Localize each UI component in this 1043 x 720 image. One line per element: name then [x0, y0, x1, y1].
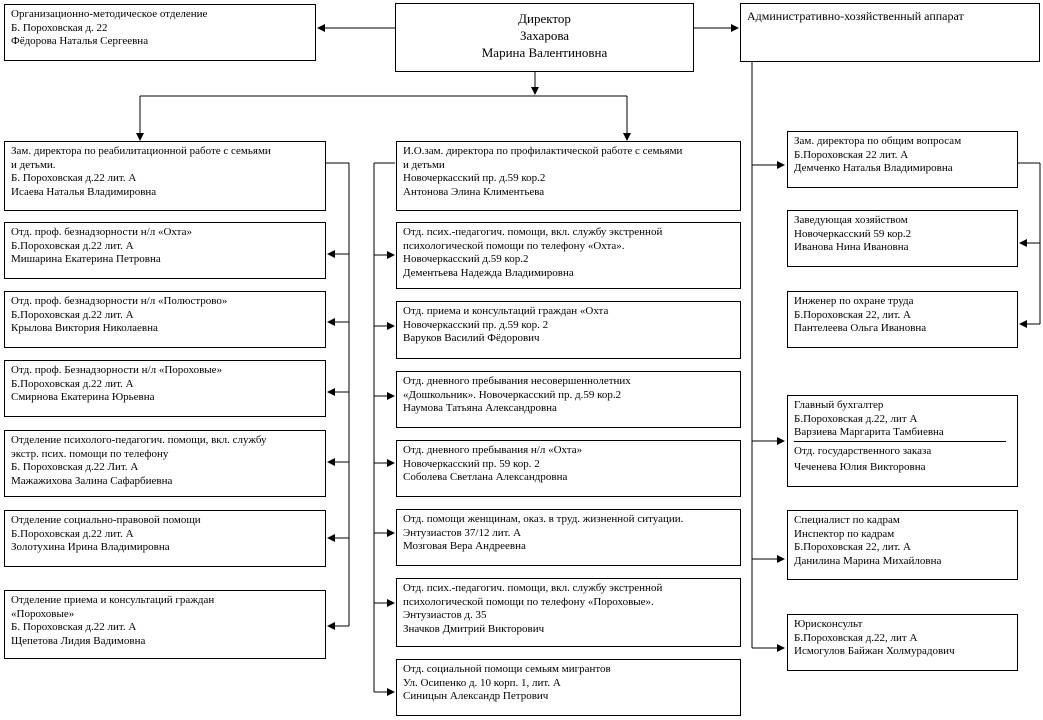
director-title: Директор [518, 11, 571, 26]
box-line: Мажажихова Залина Сафарбиевна [11, 474, 173, 487]
box-line: Юрисконсульт [794, 618, 863, 630]
box-line: Специалист по кадрам [794, 514, 900, 526]
left-unit-okhta [4, 222, 326, 279]
box-line: «Дошкольник». Новочеркасский пр. д.59 кор.2 [403, 388, 622, 401]
box-line: Б.Пороховская д.22 лит. А [11, 239, 134, 252]
right-unit-safety-engineer [787, 291, 1018, 348]
left-unit-reception [4, 590, 326, 659]
box-line: Б.Пороховская 22, лит. А [794, 308, 911, 321]
box-line: Отд. псих.-педагогич. помощи, вкл. службу экстренной [403, 226, 663, 238]
box-line: Новочеркасский пр. д.59 кор. 2 [403, 318, 549, 331]
box-line: Отд. проф. Безнадзорности н/л «Пороховые» [11, 364, 223, 376]
center-unit-psych-porokhovye [396, 578, 741, 647]
box-line: «Пороховые» [11, 607, 75, 620]
box-line: Энтузиастов 37/12 лит. А [403, 526, 522, 539]
right-unit-accounting [787, 395, 1018, 487]
box-line: Б. Пороховская д.22 Лит. А [11, 461, 139, 473]
box-line: Мишарина Екатерина Петровна [11, 253, 161, 265]
box-line: Новочеркасский д.59 кор.2 [403, 253, 529, 265]
box-line: Варуков Василий Фёдорович [403, 332, 540, 344]
box-line: Энтузиастов д. 35 [403, 609, 487, 621]
left-unit-polyustrovo [4, 291, 326, 348]
box-line: Мозговая Вера Андреевна [403, 540, 526, 552]
box-line: Главный бухгалтер [794, 399, 884, 411]
box-line: Б.Пороховская д.22 лит. А [11, 527, 134, 540]
box-line: Иванова Нина Ивановна [794, 241, 909, 253]
box-line: Исаева Наталья Владимировна [11, 185, 157, 198]
box-line: Значков Дмитрий Викторович [403, 622, 545, 635]
box-line: Отделение социально-правовой помощи [11, 514, 201, 526]
box-line: Варзиева Маргарита Тамбиевна [794, 426, 944, 438]
box-line: Отд. дневного пребывания н/л «Охта» [403, 444, 583, 456]
center-unit-day-okhta [396, 440, 741, 497]
box-line: Наумова Татьяна Александровна [403, 402, 557, 414]
box-line: Отд. проф. безнадзорности н/л «Полюстрово» [11, 295, 228, 307]
center-unit-migrants [396, 659, 741, 716]
right-unit-legal [787, 614, 1018, 671]
right-unit-general-deputy [787, 131, 1018, 188]
box-line: Отделение психолого-педагогич. помощи, вкл. службу [11, 434, 267, 446]
box-line: Пантелеева Ольга Ивановна [794, 322, 927, 334]
box-line: Отд. социальной помощи семьям мигрантов [403, 663, 611, 675]
box-line: Б.Пороховская д.22, лит А [794, 631, 918, 644]
box-line: Чеченева Юлия Викторовна [794, 461, 926, 473]
box-line: Антонова Элина Климентьева [403, 185, 545, 198]
admin-apparatus-box [740, 3, 1040, 62]
box-line: Отд. государственного заказа [794, 444, 932, 457]
box-line: Демченко Наталья Владимировна [794, 162, 953, 174]
box-line: Синицын Александр Петрович [403, 690, 549, 702]
box-line: Щепетова Лидия Вадимовна [11, 634, 146, 647]
box-line: Зам. директора по общим вопросам [794, 135, 962, 147]
box-line: Ул. Осипенко д. 10 корп. 1, лит. А [403, 676, 561, 689]
left-unit-social-legal [4, 510, 326, 567]
box-line: Б.Пороховская 22, лит. А [794, 541, 911, 553]
box-line: Соболева Светлана Александровна [403, 471, 568, 483]
box-line: Отд. помощи женщинам, оказ. в труд. жизненной ситуации. [403, 513, 684, 525]
box-line: Смирнова Екатерина Юрьевна [11, 391, 155, 403]
box-line: Б.Пороховская 22 лит. А [794, 148, 909, 161]
method-department-box [4, 4, 316, 61]
box-line: Инспектор по кадрам [794, 527, 895, 540]
center-unit-reception-okhta [396, 301, 741, 359]
left-unit-porokhovye [4, 360, 326, 417]
director-box [395, 3, 694, 72]
box-line: Зам. директора по реабилитационной работе с семьями [11, 145, 271, 157]
center-unit-preschooler [396, 371, 741, 428]
admin-title: Административно-хозяйственный аппарат [747, 9, 964, 23]
box-line: Б. Пороховская д. 22 [11, 21, 108, 34]
box-line: Б.Пороховская д.22, лит А [794, 412, 918, 425]
box-line: Исмогулов Байжан Холмурадович [794, 645, 955, 657]
box-line: Золотухина Ирина Владимировна [11, 541, 170, 553]
prevention-deputy-box [396, 141, 741, 211]
box-line: И.О.зам. директора по профилактической работе с семьями [403, 145, 683, 157]
box-line: Фёдорова Наталья Сергеевна [11, 35, 149, 47]
director-surname: Захарова [519, 28, 570, 43]
right-unit-hr [787, 510, 1018, 580]
center-unit-women-help [396, 509, 741, 566]
left-unit-psych-help [4, 430, 326, 497]
box-line: Данилина Марина Михайловна [794, 554, 942, 567]
box-line: Новочеркасский 59 кор.2 [794, 227, 912, 240]
director-name: Марина Валентиновна [481, 45, 608, 60]
box-line: Б. Пороховская д.22 лит. А [11, 621, 137, 633]
box-line: Отд. приема и консультаций граждан «Охта [403, 305, 609, 317]
box-line: Отделение приема и консультаций граждан [11, 594, 215, 606]
box-line: Организационно-методическое отделение [11, 8, 208, 20]
box-line: Крылова Виктория Николаевна [11, 322, 158, 334]
box-line: Заведующая хозяйством [794, 214, 908, 226]
box-line: психологической помощи по телефону «Охта». [403, 239, 625, 252]
box-line: Б. Пороховская д.22 лит. А [11, 172, 137, 184]
right-unit-housekeeping [787, 210, 1018, 267]
box-line: экстр. псих. помощи по телефону [11, 447, 169, 460]
center-unit-psych-okhta [396, 222, 741, 289]
rehab-deputy-box [4, 141, 326, 211]
box-line: Отд. псих.-педагогич. помощи, вкл. службу экстренной [403, 582, 663, 594]
box-line: Новочеркасский пр. 59 кор. 2 [403, 457, 540, 470]
box-line: психологической помощи по телефону «Пороховые». [403, 595, 654, 608]
box-line: Б.Пороховская д.22 лит. А [11, 308, 134, 321]
box-line: Отд. дневного пребывания несовершеннолетних [403, 375, 631, 387]
box-line: Дементьева Надежда Владимировна [403, 266, 574, 279]
section-divider [794, 441, 1006, 442]
box-line: Б.Пороховская д.22 лит. А [11, 377, 134, 390]
box-line: Инженер по охране труда [794, 295, 914, 307]
box-line: и детьми. [11, 158, 56, 171]
box-line: и детьми [403, 158, 445, 171]
box-line: Новочеркасский пр. д.59 кор.2 [403, 172, 546, 184]
box-line: Отд. проф. безнадзорности н/л «Охта» [11, 226, 192, 238]
